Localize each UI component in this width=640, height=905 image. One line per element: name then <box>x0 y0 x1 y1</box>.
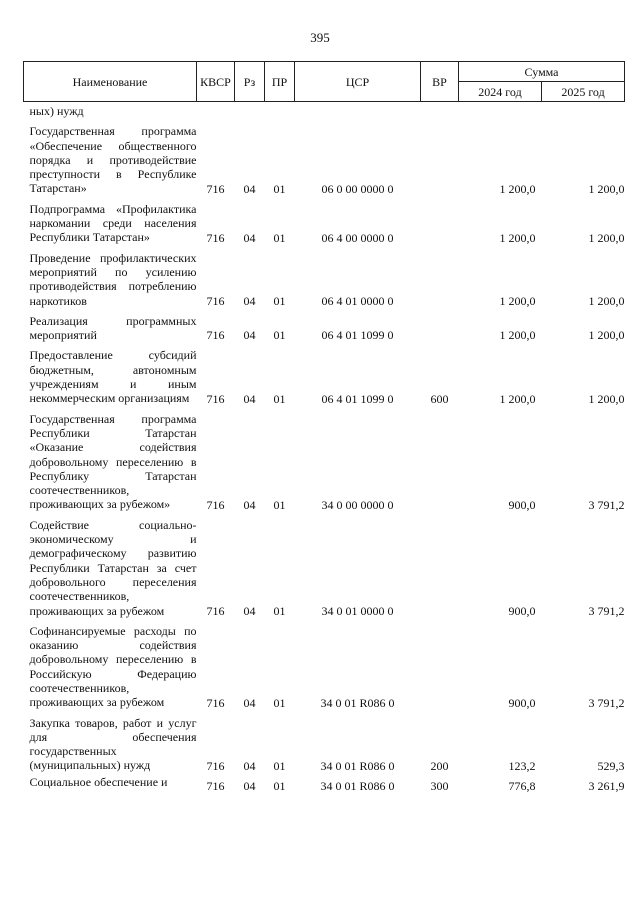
cell-vr <box>421 200 459 245</box>
cell-csr: 34 0 01 R086 0 <box>320 778 395 793</box>
cell-name: Социальное обеспечение и <box>29 774 168 789</box>
cell-name: Проведение профилактических мероприятий по усилению противодействия потреблению наркотиков <box>29 250 197 308</box>
header-kvsr: КВСР <box>197 62 235 102</box>
cell-pr: 01 <box>273 758 286 773</box>
table-row <box>24 773 625 793</box>
header-csr: ЦСР <box>295 62 421 102</box>
cell-rz: 04 <box>243 293 256 308</box>
cell-sum-2025: 1 200,0 <box>588 293 625 308</box>
cell-pr: 01 <box>273 230 286 245</box>
cell-rz: 04 <box>243 695 256 710</box>
cell-sum-2025: 1 200,0 <box>588 391 625 406</box>
table-row <box>24 122 625 195</box>
table-row <box>24 312 625 343</box>
cell-sum-2025: 1 200,0 <box>588 181 625 196</box>
cell-kvsr: 716 <box>206 293 225 308</box>
table-header <box>24 62 625 102</box>
cell-pr: 01 <box>273 497 286 512</box>
table-row <box>24 410 625 512</box>
cell-rz: 04 <box>243 391 256 406</box>
header-sum: Сумма <box>459 62 625 82</box>
cell-sum-2024 <box>459 102 542 119</box>
cell-csr: 06 4 01 1099 0 <box>321 391 394 406</box>
cell-sum-2024: 900,0 <box>508 695 536 710</box>
budget-table <box>23 61 625 793</box>
cell-vr <box>421 122 459 195</box>
cell-kvsr: 716 <box>206 758 225 773</box>
header-name: Наименование <box>24 62 197 102</box>
cell-vr <box>421 249 459 308</box>
cell-vr <box>421 102 459 119</box>
cell-vr <box>421 410 459 512</box>
cell-kvsr: 716 <box>206 497 225 512</box>
cell-csr: 06 4 00 0000 0 <box>321 230 394 245</box>
cell-sum-2025: 1 200,0 <box>588 328 625 343</box>
cell-rz <box>235 102 265 119</box>
cell-csr: 34 0 01 0000 0 <box>321 603 394 618</box>
cell-name: Государственная программа «Обеспечение общественного порядка и противодействие преступности в Республике Татарстан» <box>29 124 197 196</box>
cell-rz: 04 <box>243 758 256 773</box>
header-year-2025: 2025 год <box>542 82 625 102</box>
cell-sum-2025: 3 791,2 <box>588 695 625 710</box>
cell-pr <box>265 102 295 119</box>
table-body <box>24 102 625 793</box>
cell-pr: 01 <box>273 181 286 196</box>
cell-name: Подпрограмма «Профилактика наркомании среди населения Республики Татарстан» <box>29 201 197 245</box>
header-pr: ПР <box>265 62 295 102</box>
cell-sum-2025: 3 261,9 <box>588 778 625 793</box>
cell-rz: 04 <box>243 328 256 343</box>
cell-name: Закупка товаров, работ и услуг для обеспечения государственных (муниципальных) нужд <box>29 715 197 773</box>
cell-kvsr: 716 <box>206 328 225 343</box>
header-vr: ВР <box>421 62 459 102</box>
cell-kvsr: 716 <box>206 230 225 245</box>
table-row <box>24 249 625 308</box>
table-row <box>24 102 625 119</box>
header-year-2024: 2024 год <box>459 82 542 102</box>
cell-kvsr: 716 <box>206 695 225 710</box>
cell-sum-2024: 776,8 <box>508 778 536 793</box>
cell-pr: 01 <box>273 293 286 308</box>
cell-sum-2025: 3 791,2 <box>588 603 625 618</box>
cell-pr: 01 <box>273 391 286 406</box>
cell-sum-2024: 1 200,0 <box>499 181 536 196</box>
cell-name: ных) нужд <box>29 104 84 118</box>
cell-csr: 34 0 01 R086 0 <box>320 695 395 710</box>
cell-pr: 01 <box>273 328 286 343</box>
cell-name: Предоставление субсидий бюджетным, автономным учреждениям и иным некоммерческим организациям <box>29 348 197 406</box>
cell-csr: 06 4 01 0000 0 <box>321 293 394 308</box>
cell-pr: 01 <box>273 603 286 618</box>
cell-sum-2024: 1 200,0 <box>499 328 536 343</box>
cell-sum-2024: 1 200,0 <box>499 293 536 308</box>
cell-vr: 300 <box>430 778 449 793</box>
cell-csr: 34 0 00 0000 0 <box>321 497 394 512</box>
cell-rz: 04 <box>243 497 256 512</box>
table-row <box>24 714 625 773</box>
cell-name: Содействие социально-экономическому и демографическому развитию Республики Татарстан за счет добровольного переселения соотечественников, проживающих за рубежом <box>29 517 197 618</box>
cell-vr <box>421 622 459 710</box>
table-row <box>24 516 625 618</box>
cell-rz: 04 <box>243 181 256 196</box>
table-row <box>24 622 625 710</box>
cell-sum-2024: 1 200,0 <box>499 230 536 245</box>
cell-vr: 600 <box>430 391 449 406</box>
cell-pr: 01 <box>273 778 286 793</box>
table-row <box>24 346 625 405</box>
cell-sum-2024: 900,0 <box>508 603 536 618</box>
cell-csr: 06 4 01 1099 0 <box>321 328 394 343</box>
cell-sum-2024: 900,0 <box>508 497 536 512</box>
cell-sum-2024: 1 200,0 <box>499 391 536 406</box>
cell-sum-2025: 529,3 <box>597 758 625 773</box>
cell-kvsr: 716 <box>206 778 225 793</box>
cell-kvsr <box>197 102 235 119</box>
cell-csr <box>295 102 421 119</box>
cell-kvsr: 716 <box>206 391 225 406</box>
cell-rz: 04 <box>243 603 256 618</box>
cell-name: Государственная программа Республики Татарстан «Оказание содействия добровольному переселению в Республику Татарстан соотечественников, проживающих за рубежом» <box>29 411 197 512</box>
cell-name: Реализация программных мероприятий <box>29 313 197 343</box>
page-number: 395 <box>310 30 330 45</box>
cell-kvsr: 716 <box>206 603 225 618</box>
header-rz: Рз <box>235 62 265 102</box>
cell-vr <box>421 516 459 618</box>
table-row <box>24 200 625 245</box>
cell-rz: 04 <box>243 230 256 245</box>
cell-rz: 04 <box>243 778 256 793</box>
cell-pr: 01 <box>273 695 286 710</box>
cell-csr: 06 0 00 0000 0 <box>321 181 394 196</box>
cell-sum-2025 <box>542 102 625 119</box>
cell-sum-2025: 1 200,0 <box>588 230 625 245</box>
cell-vr <box>421 312 459 343</box>
cell-sum-2025: 3 791,2 <box>588 497 625 512</box>
cell-sum-2024: 123,2 <box>508 758 536 773</box>
cell-vr: 200 <box>430 758 449 773</box>
cell-name: Софинансируемые расходы по оказанию содействия добровольному переселению в Российскую Федерацию соотечественников, проживающих за рубежом <box>29 623 197 710</box>
cell-csr: 34 0 01 R086 0 <box>320 758 395 773</box>
cell-kvsr: 716 <box>206 181 225 196</box>
